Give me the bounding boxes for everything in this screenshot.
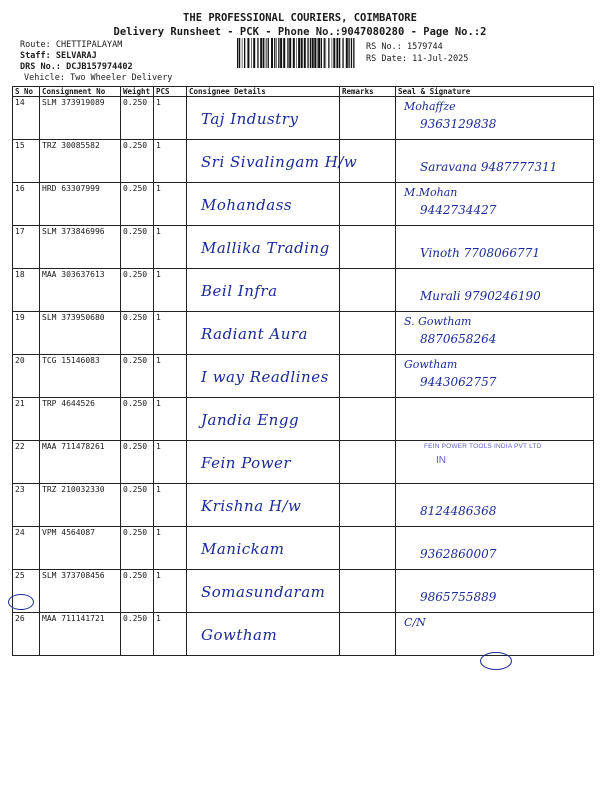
consignee-handwriting: Manickam [201,540,285,558]
table-row [13,183,594,226]
row-remarks [340,355,396,398]
consignee-handwriting: Mallika Trading [201,239,330,257]
consignee-handwriting: Krishna H/w [201,497,302,515]
row-sno: 15 [13,140,40,183]
row-signature [396,97,594,140]
row-consignee [187,613,340,656]
table-row [13,97,594,140]
rs-date-line: RS Date: 11-Jul-2025 [366,54,469,64]
signature-handwriting: Gowtham [404,358,458,371]
barcode-bar [251,38,252,68]
row-consignee [187,484,340,527]
barcode-bar [247,38,249,68]
row-signature [396,484,594,527]
row-signature [396,355,594,398]
company-title: THE PROFESSIONAL COURIERS, COIMBATORE [183,12,417,24]
signature-handwriting: S. Gowtham [404,315,472,328]
row-weight: 0.250 [121,441,154,484]
barcode-bar [346,38,348,68]
row-pcs: 1 [154,398,187,441]
row-sno: 16 [13,183,40,226]
row-remarks [340,140,396,183]
row-consignee [187,441,340,484]
row-sno: 22 [13,441,40,484]
row-consignment-no: TRP 4644526 [40,398,121,441]
row-weight: 0.250 [121,398,154,441]
row-pcs: 1 [154,226,187,269]
vehicle-value: Two Wheeler Delivery [70,73,173,83]
row-consignee [187,183,340,226]
row-weight: 0.250 [121,613,154,656]
runsheet-subtitle: Delivery Runsheet - PCK - Phone No.:9047080280 - Page No.:2 [113,26,487,38]
barcode-bar [317,38,318,68]
table-row [13,269,594,312]
row-consignment-no: SLM 373846996 [40,226,121,269]
barcode-bar [318,38,320,68]
barcode-bar [266,38,267,68]
barcode-bar [310,38,311,68]
row-sno: 14 [13,97,40,140]
row-pcs: 1 [154,441,187,484]
col-pcs: PCS [154,87,187,97]
barcode-bar [326,38,327,68]
phone-handwriting: 9865755889 [420,590,497,604]
phone-handwriting: Murali 9790246190 [420,289,541,303]
phone-handwriting: 9362860007 [420,547,497,561]
barcode-bar [239,38,240,68]
barcode-bar [342,38,343,68]
route-line: Route: CHETTIPALAYAM [20,40,123,50]
barcode-bar [263,38,264,68]
row-consignment-no: HRD 63307999 [40,183,121,226]
barcode-bar [276,38,277,68]
barcode-bar [296,38,297,68]
barcode-bar [268,38,269,68]
barcode-bar [351,38,352,68]
table-row [13,140,594,183]
barcode-bar [271,38,273,68]
barcode-bar [312,38,314,68]
barcode-bar [298,38,300,68]
consignee-handwriting: Radiant Aura [201,325,308,343]
consignee-handwriting: Beil Infra [201,282,278,300]
row-consignment-no: VPM 4564087 [40,527,121,570]
route-value: CHETTIPALAYAM [55,40,123,50]
phone-handwriting: 8870658264 [420,332,497,346]
barcode-bar [287,38,288,68]
barcode-bar [333,38,335,68]
row-pcs: 1 [154,269,187,312]
row-pcs: 1 [154,527,187,570]
barcode-bar [301,38,303,68]
barcode-bar [289,38,291,68]
row-pcs: 1 [154,355,187,398]
vehicle-line: Vehicle: Two Wheeler Delivery [24,73,173,83]
row-signature [396,312,594,355]
barcode-bar [324,38,325,68]
row-weight: 0.250 [121,484,154,527]
table-row [13,226,594,269]
row-signature [396,226,594,269]
consignee-handwriting: Somasundaram [201,583,326,601]
barcode-bar [321,38,322,68]
table-row [13,441,594,484]
barcode-bar [283,38,285,68]
row-remarks [340,484,396,527]
row-consignment-no: MAA 711141721 [40,613,121,656]
barcode-bar [304,38,306,68]
row-signature [396,527,594,570]
barcode-bar [265,38,266,68]
col-weight: Weight [121,87,154,97]
staff-line: Staff: SELVARAJ [20,51,97,61]
row-remarks [340,226,396,269]
row-sno: 25 [13,570,40,613]
barcode-bar [260,38,262,68]
row-remarks [340,613,396,656]
phone-handwriting: Vinoth 7708066771 [420,246,540,260]
barcode-bar [274,38,275,68]
col-signature: Seal & Signature [396,87,594,97]
row-consignment-no: SLM 373919089 [40,97,121,140]
barcode-bar [353,38,354,68]
table-row [13,570,594,613]
row-weight: 0.250 [121,269,154,312]
row-weight: 0.250 [121,226,154,269]
row-consignment-no: TCG 15146083 [40,355,121,398]
signature-handwriting: C/N [404,616,426,629]
row-sno: 19 [13,312,40,355]
signature-handwriting: Mohaffze [404,100,456,113]
staff-value: SELVARAJ [55,51,97,61]
row-remarks [340,97,396,140]
consignee-handwriting: Fein Power [201,454,292,472]
row-remarks [340,398,396,441]
row-consignment-no: TRZ 210032330 [40,484,121,527]
row-weight: 0.250 [121,140,154,183]
company-stamp: FEIN POWER TOOLS INDIA PVT LTD [424,443,542,450]
row-remarks [340,269,396,312]
drs-line: DRS No.: DCJB157974402 [20,62,133,72]
col-sno: S No [13,87,40,97]
table-row [13,613,594,656]
row-remarks [340,527,396,570]
barcode-bar [242,38,243,68]
row-sno: 23 [13,484,40,527]
row-consignee [187,527,340,570]
table-row [13,355,594,398]
row-signature [396,613,594,656]
row-consignment-no: TRZ 30085582 [40,140,121,183]
phone-handwriting: 9363129838 [420,117,497,131]
row-pcs: 1 [154,312,187,355]
barcode-image [236,38,358,68]
row-sno: 18 [13,269,40,312]
phone-handwriting: 9442734427 [420,203,497,217]
page-mark-circle [480,652,512,670]
row-consignee [187,226,340,269]
row-sno: 26 [13,613,40,656]
row-consignee [187,312,340,355]
row-pcs: 1 [154,484,187,527]
barcode-bar [293,38,295,68]
phone-handwriting: 9443062757 [420,375,497,389]
barcode-bar [237,38,238,68]
row-consignee [187,570,340,613]
rs-no-value: 1579744 [406,42,443,52]
barcode-bar [257,38,258,68]
table-row [13,312,594,355]
table-row [13,398,594,441]
col-consignee: Consignee Details [187,87,340,97]
barcode-bar [348,38,349,68]
table-row [13,527,594,570]
col-remarks: Remarks [340,87,396,97]
row-consignment-no: SLM 373950680 [40,312,121,355]
row-consignee [187,398,340,441]
barcode-bar [253,38,255,68]
row-sno: 17 [13,226,40,269]
row-weight: 0.250 [121,570,154,613]
consignee-handwriting: Gowtham [201,626,278,644]
barcode-bar [339,38,340,68]
row-weight: 0.250 [121,527,154,570]
row-sno: 20 [13,355,40,398]
phone-handwriting: 8124486368 [420,504,497,518]
row-sno: 24 [13,527,40,570]
row-consignment-no: MAA 303637613 [40,269,121,312]
col-consignment: Consignment No [40,87,121,97]
barcode-bar [280,38,282,68]
table-header-row [13,87,594,97]
row-pcs: 1 [154,613,187,656]
row-signature [396,140,594,183]
barcode-bar [332,38,333,68]
row-consignee [187,269,340,312]
barcode-bar [278,38,279,68]
barcode-bar [307,38,308,68]
row-weight: 0.250 [121,183,154,226]
row-consignment-no: SLM 373708456 [40,570,121,613]
row-pcs: 1 [154,140,187,183]
row-pcs: 1 [154,570,187,613]
stamp-in-label: IN [436,455,446,466]
row-signature [396,398,594,441]
row-signature [396,183,594,226]
row-consignee [187,97,340,140]
row-weight: 0.250 [121,312,154,355]
row-remarks [340,312,396,355]
row-sno: 21 [13,398,40,441]
barcode-bar [314,38,316,68]
row-consignee [187,355,340,398]
row-remarks [340,441,396,484]
runsheet-table [12,86,594,656]
signature-handwriting: M.Mohan [404,186,458,199]
barcode-bar [328,38,329,68]
table-row [13,484,594,527]
barcode-bar [336,38,338,68]
phone-handwriting: Saravana 9487777311 [420,160,558,174]
drs-value: DCJB157974402 [66,62,133,72]
circle-mark [8,594,34,610]
row-pcs: 1 [154,97,187,140]
rs-date-value: 11-Jul-2025 [412,54,469,64]
row-weight: 0.250 [121,355,154,398]
consignee-handwriting: Taj Industry [201,110,299,128]
row-signature [396,570,594,613]
row-remarks [340,570,396,613]
row-remarks [340,183,396,226]
consignee-handwriting: Sri Sivalingam H/w [201,153,358,171]
consignee-handwriting: Mohandass [201,196,293,214]
row-signature [396,269,594,312]
consignee-handwriting: Jandia Engg [201,411,300,429]
row-consignee [187,140,358,183]
barcode-bar [244,38,245,68]
rs-no-line: RS No.: 1579744 [366,42,443,52]
consignee-handwriting: I way Readlines [201,368,329,386]
row-pcs: 1 [154,183,187,226]
row-weight: 0.250 [121,97,154,140]
row-consignment-no: MAA 711478261 [40,441,121,484]
row-signature [396,441,594,484]
